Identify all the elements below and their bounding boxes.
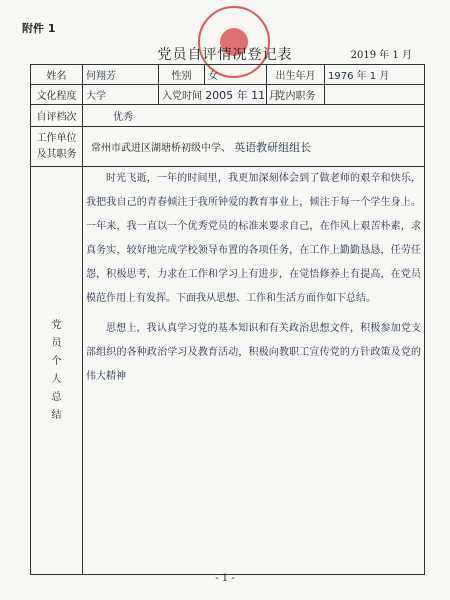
- party-duty-label: 党内职务: [267, 85, 325, 105]
- summary-paragraph: 思想上，我认真学习党的基本知识和有关政治思想文件，积极参加党支部组织的各种政治学习及教育活动，积极向教职工宣传党的方针政策及党的伟大精神: [86, 323, 421, 382]
- education-label: 文化程度: [31, 85, 83, 105]
- birth-label: 出生年月: [267, 65, 325, 85]
- rating-value: 优秀: [83, 105, 425, 127]
- summary-label: [31, 167, 83, 575]
- gender-value: 女: [205, 65, 267, 85]
- birth-value: 1976 年 1 月: [325, 65, 425, 85]
- name-value: 何翔芳: [83, 65, 159, 85]
- join-date-cell: [159, 85, 280, 105]
- form-date: 2019 年 1 月: [350, 50, 412, 61]
- summary-label-char: 员: [51, 337, 62, 349]
- work-unit-label-line1: 工作单位: [36, 132, 77, 144]
- join-date-label: 入党时间: [162, 90, 202, 102]
- summary-label-char: 人: [51, 373, 62, 385]
- summary-label-char: 结: [51, 409, 62, 421]
- work-unit-duty-value: 英语教研组组长: [234, 140, 312, 154]
- summary-label-char: 个: [51, 355, 62, 367]
- evaluation-form-table: [30, 64, 425, 575]
- party-duty-value: [325, 85, 425, 105]
- education-value: 大学: [83, 85, 159, 105]
- summary-body: [83, 167, 425, 575]
- page-number: - 1 -: [215, 573, 235, 584]
- work-unit-value-cell: [83, 127, 425, 167]
- summary-label-char: 总: [51, 391, 62, 403]
- attachment-label: 附件 1: [22, 22, 56, 35]
- summary-label-char: 党: [51, 319, 62, 331]
- name-label: 姓名: [31, 65, 83, 85]
- rating-label: 自评档次: [31, 105, 83, 127]
- work-unit-label-line2: 及其职务: [36, 148, 77, 160]
- form-title: 党员自评情况登记表: [157, 47, 293, 63]
- work-unit-label: [31, 127, 83, 167]
- join-date-value: 2005 年 11 月: [205, 88, 280, 102]
- summary-paragraph: 时光飞逝，一年的时间里，我更加深刻体会到了做老师的艰辛和快乐，我把我自己的青春倾注于我所钟爱的教育事业上，倾注于每一个学生身上。一年来，我一直以一个优秀党员的标准来要求自己，在作风上艰苦朴素，求真务实，较好地完成学校领导布置的各项任务，在工作上勤勤恳恳，任劳任怨，积极思考，力求在工作和学习上有进步，在觉悟修养上有提高，在党员模范作用上有发挥。下面我从思想、工作和生活方面作如下总结。: [86, 173, 421, 304]
- work-unit-value: 常州市武进区湖塘桥初级中学、: [91, 142, 231, 154]
- gender-label: 性别: [159, 65, 205, 85]
